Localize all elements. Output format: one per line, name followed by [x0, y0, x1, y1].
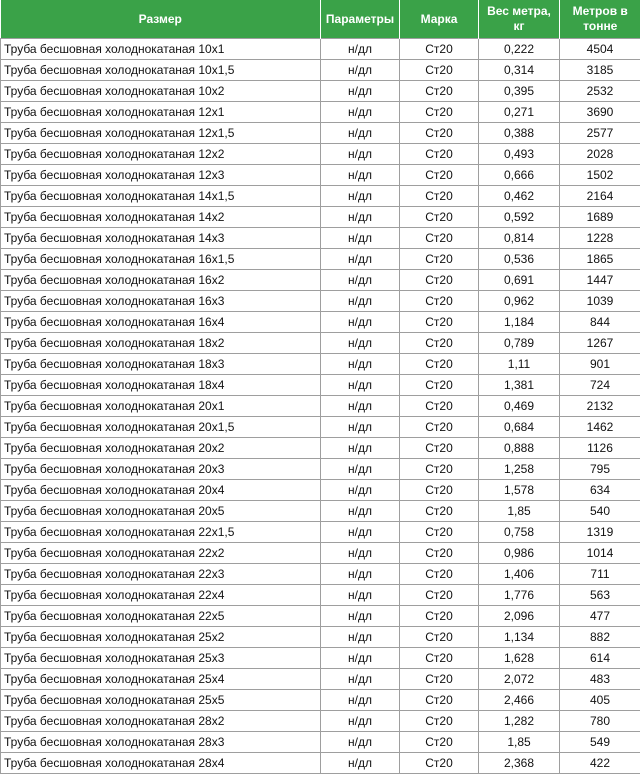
cell-params: н/дл [321, 522, 400, 543]
cell-meters: 477 [560, 606, 640, 627]
cell-weight: 0,314 [479, 60, 560, 81]
cell-grade: Ст20 [400, 522, 479, 543]
cell-grade: Ст20 [400, 354, 479, 375]
cell-size: Труба бесшовная холоднокатаная 22х1,5 [1, 522, 321, 543]
cell-params: н/дл [321, 438, 400, 459]
cell-weight: 0,469 [479, 396, 560, 417]
table-header [1, 0, 640, 39]
table-row [1, 291, 640, 312]
cell-grade: Ст20 [400, 438, 479, 459]
cell-params: н/дл [321, 207, 400, 228]
cell-weight: 1,184 [479, 312, 560, 333]
table-row [1, 312, 640, 333]
cell-size: Труба бесшовная холоднокатаная 20х1,5 [1, 417, 321, 438]
cell-weight: 1,85 [479, 501, 560, 522]
cell-grade: Ст20 [400, 270, 479, 291]
cell-meters: 614 [560, 648, 640, 669]
table-row [1, 585, 640, 606]
cell-meters: 1447 [560, 270, 640, 291]
cell-params: н/дл [321, 606, 400, 627]
cell-params: н/дл [321, 459, 400, 480]
cell-size: Труба бесшовная холоднокатаная 25х5 [1, 690, 321, 711]
cell-params: н/дл [321, 144, 400, 165]
table-row [1, 522, 640, 543]
cell-weight: 1,258 [479, 459, 560, 480]
cell-params: н/дл [321, 753, 400, 774]
cell-grade: Ст20 [400, 39, 479, 60]
cell-size: Труба бесшовная холоднокатаная 18х3 [1, 354, 321, 375]
cell-size: Труба бесшовная холоднокатаная 28х2 [1, 711, 321, 732]
cell-weight: 0,388 [479, 123, 560, 144]
cell-weight: 0,222 [479, 39, 560, 60]
header-row [1, 0, 640, 39]
cell-size: Труба бесшовная холоднокатаная 22х3 [1, 564, 321, 585]
table-row [1, 186, 640, 207]
cell-size: Труба бесшовная холоднокатаная 12х2 [1, 144, 321, 165]
cell-weight: 1,134 [479, 627, 560, 648]
table-row [1, 711, 640, 732]
table-row [1, 249, 640, 270]
cell-grade: Ст20 [400, 312, 479, 333]
cell-size: Труба бесшовная холоднокатаная 22х2 [1, 543, 321, 564]
cell-grade: Ст20 [400, 228, 479, 249]
cell-weight: 0,986 [479, 543, 560, 564]
cell-grade: Ст20 [400, 690, 479, 711]
cell-size: Труба бесшовная холоднокатаная 25х4 [1, 669, 321, 690]
cell-meters: 2028 [560, 144, 640, 165]
cell-weight: 0,493 [479, 144, 560, 165]
column-header-weight[interactable]: Вес метра, кг [479, 0, 560, 39]
cell-size: Труба бесшовная холоднокатаная 28х4 [1, 753, 321, 774]
table-row [1, 228, 640, 249]
cell-meters: 1462 [560, 417, 640, 438]
cell-weight: 1,406 [479, 564, 560, 585]
cell-size: Труба бесшовная холоднокатаная 12х1,5 [1, 123, 321, 144]
cell-weight: 0,666 [479, 165, 560, 186]
table-row [1, 606, 640, 627]
cell-grade: Ст20 [400, 732, 479, 753]
cell-size: Труба бесшовная холоднокатаная 20х3 [1, 459, 321, 480]
table-row [1, 564, 640, 585]
cell-grade: Ст20 [400, 123, 479, 144]
cell-size: Труба бесшовная холоднокатаная 14х3 [1, 228, 321, 249]
cell-meters: 2132 [560, 396, 640, 417]
cell-grade: Ст20 [400, 165, 479, 186]
cell-weight: 2,072 [479, 669, 560, 690]
cell-params: н/дл [321, 669, 400, 690]
cell-params: н/дл [321, 228, 400, 249]
cell-meters: 1319 [560, 522, 640, 543]
cell-size: Труба бесшовная холоднокатаная 20х1 [1, 396, 321, 417]
cell-size: Труба бесшовная холоднокатаная 20х4 [1, 480, 321, 501]
cell-meters: 1126 [560, 438, 640, 459]
column-header-size[interactable]: Размер [1, 0, 321, 39]
cell-grade: Ст20 [400, 585, 479, 606]
cell-grade: Ст20 [400, 60, 479, 81]
cell-weight: 1,628 [479, 648, 560, 669]
cell-size: Труба бесшовная холоднокатаная 12х1 [1, 102, 321, 123]
table-row [1, 375, 640, 396]
cell-grade: Ст20 [400, 543, 479, 564]
cell-size: Труба бесшовная холоднокатаная 22х5 [1, 606, 321, 627]
cell-meters: 901 [560, 354, 640, 375]
cell-meters: 2164 [560, 186, 640, 207]
cell-meters: 2577 [560, 123, 640, 144]
cell-meters: 1267 [560, 333, 640, 354]
cell-size: Труба бесшовная холоднокатаная 18х4 [1, 375, 321, 396]
cell-size: Труба бесшовная холоднокатаная 20х5 [1, 501, 321, 522]
cell-grade: Ст20 [400, 459, 479, 480]
table-row [1, 60, 640, 81]
cell-params: н/дл [321, 564, 400, 585]
table-body [1, 39, 640, 774]
cell-weight: 0,462 [479, 186, 560, 207]
cell-size: Труба бесшовная холоднокатаная 10х1,5 [1, 60, 321, 81]
cell-params: н/дл [321, 417, 400, 438]
cell-params: н/дл [321, 480, 400, 501]
cell-meters: 3185 [560, 60, 640, 81]
cell-size: Труба бесшовная холоднокатаная 10х2 [1, 81, 321, 102]
table-row [1, 627, 640, 648]
cell-meters: 882 [560, 627, 640, 648]
column-header-grade[interactable]: Марка [400, 0, 479, 39]
cell-meters: 711 [560, 564, 640, 585]
column-header-meters[interactable]: Метров в тонне [560, 0, 640, 39]
table-row [1, 438, 640, 459]
cell-params: н/дл [321, 585, 400, 606]
cell-meters: 780 [560, 711, 640, 732]
cell-grade: Ст20 [400, 186, 479, 207]
cell-weight: 0,962 [479, 291, 560, 312]
cell-size: Труба бесшовная холоднокатаная 28х3 [1, 732, 321, 753]
cell-meters: 549 [560, 732, 640, 753]
cell-meters: 422 [560, 753, 640, 774]
column-header-params[interactable]: Параметры [321, 0, 400, 39]
cell-weight: 0,536 [479, 249, 560, 270]
cell-params: н/дл [321, 501, 400, 522]
cell-grade: Ст20 [400, 627, 479, 648]
cell-meters: 1865 [560, 249, 640, 270]
cell-size: Труба бесшовная холоднокатаная 25х3 [1, 648, 321, 669]
cell-meters: 540 [560, 501, 640, 522]
cell-grade: Ст20 [400, 564, 479, 585]
table-row [1, 270, 640, 291]
cell-grade: Ст20 [400, 249, 479, 270]
cell-size: Труба бесшовная холоднокатаная 14х1,5 [1, 186, 321, 207]
cell-weight: 0,395 [479, 81, 560, 102]
cell-size: Труба бесшовная холоднокатаная 10х1 [1, 39, 321, 60]
cell-params: н/дл [321, 543, 400, 564]
table-row [1, 102, 640, 123]
cell-meters: 4504 [560, 39, 640, 60]
cell-grade: Ст20 [400, 144, 479, 165]
cell-weight: 0,789 [479, 333, 560, 354]
cell-weight: 1,776 [479, 585, 560, 606]
cell-params: н/дл [321, 690, 400, 711]
cell-params: н/дл [321, 81, 400, 102]
table-row [1, 123, 640, 144]
cell-params: н/дл [321, 333, 400, 354]
cell-params: н/дл [321, 165, 400, 186]
cell-weight: 1,381 [479, 375, 560, 396]
cell-size: Труба бесшовная холоднокатаная 16х3 [1, 291, 321, 312]
cell-meters: 1689 [560, 207, 640, 228]
cell-meters: 844 [560, 312, 640, 333]
cell-weight: 0,814 [479, 228, 560, 249]
cell-params: н/дл [321, 39, 400, 60]
cell-size: Труба бесшовная холоднокатаная 16х1,5 [1, 249, 321, 270]
table-row [1, 396, 640, 417]
cell-grade: Ст20 [400, 501, 479, 522]
cell-params: н/дл [321, 312, 400, 333]
cell-meters: 795 [560, 459, 640, 480]
cell-params: н/дл [321, 627, 400, 648]
cell-weight: 1,85 [479, 732, 560, 753]
cell-grade: Ст20 [400, 711, 479, 732]
cell-meters: 1014 [560, 543, 640, 564]
table-row [1, 480, 640, 501]
cell-weight: 1,282 [479, 711, 560, 732]
cell-meters: 483 [560, 669, 640, 690]
cell-meters: 1228 [560, 228, 640, 249]
cell-params: н/дл [321, 186, 400, 207]
cell-grade: Ст20 [400, 375, 479, 396]
cell-size: Труба бесшовная холоднокатаная 18х2 [1, 333, 321, 354]
table-row [1, 501, 640, 522]
cell-weight: 0,691 [479, 270, 560, 291]
cell-weight: 2,368 [479, 753, 560, 774]
cell-size: Труба бесшовная холоднокатаная 20х2 [1, 438, 321, 459]
table-row [1, 417, 640, 438]
cell-grade: Ст20 [400, 480, 479, 501]
table-row [1, 39, 640, 60]
cell-weight: 1,11 [479, 354, 560, 375]
cell-params: н/дл [321, 123, 400, 144]
cell-meters: 2532 [560, 81, 640, 102]
cell-weight: 0,684 [479, 417, 560, 438]
table-row [1, 81, 640, 102]
table-row [1, 669, 640, 690]
table-row [1, 753, 640, 774]
cell-size: Труба бесшовная холоднокатаная 14х2 [1, 207, 321, 228]
cell-params: н/дл [321, 291, 400, 312]
cell-params: н/дл [321, 249, 400, 270]
cell-weight: 1,578 [479, 480, 560, 501]
cell-grade: Ст20 [400, 396, 479, 417]
cell-params: н/дл [321, 270, 400, 291]
cell-params: н/дл [321, 102, 400, 123]
cell-params: н/дл [321, 60, 400, 81]
cell-params: н/дл [321, 375, 400, 396]
cell-params: н/дл [321, 396, 400, 417]
cell-params: н/дл [321, 711, 400, 732]
cell-params: н/дл [321, 732, 400, 753]
table-row [1, 732, 640, 753]
table-row [1, 459, 640, 480]
table-row [1, 690, 640, 711]
cell-weight: 0,592 [479, 207, 560, 228]
cell-grade: Ст20 [400, 417, 479, 438]
cell-grade: Ст20 [400, 291, 479, 312]
cell-meters: 1502 [560, 165, 640, 186]
cell-grade: Ст20 [400, 648, 479, 669]
cell-params: н/дл [321, 354, 400, 375]
cell-grade: Ст20 [400, 753, 479, 774]
table-row [1, 207, 640, 228]
cell-size: Труба бесшовная холоднокатаная 16х4 [1, 312, 321, 333]
cell-grade: Ст20 [400, 606, 479, 627]
cell-weight: 0,758 [479, 522, 560, 543]
cell-size: Труба бесшовная холоднокатаная 22х4 [1, 585, 321, 606]
cell-grade: Ст20 [400, 333, 479, 354]
cell-weight: 2,466 [479, 690, 560, 711]
cell-size: Труба бесшовная холоднокатаная 25х2 [1, 627, 321, 648]
cell-meters: 1039 [560, 291, 640, 312]
table-row [1, 354, 640, 375]
cell-meters: 634 [560, 480, 640, 501]
cell-size: Труба бесшовная холоднокатаная 12х3 [1, 165, 321, 186]
cell-weight: 2,096 [479, 606, 560, 627]
table-row [1, 648, 640, 669]
cell-weight: 0,271 [479, 102, 560, 123]
table-row [1, 144, 640, 165]
table-row [1, 333, 640, 354]
cell-grade: Ст20 [400, 81, 479, 102]
cell-grade: Ст20 [400, 102, 479, 123]
table-row [1, 165, 640, 186]
cell-weight: 0,888 [479, 438, 560, 459]
cell-size: Труба бесшовная холоднокатаная 16х2 [1, 270, 321, 291]
cell-meters: 563 [560, 585, 640, 606]
cell-meters: 3690 [560, 102, 640, 123]
cell-meters: 724 [560, 375, 640, 396]
table-row [1, 543, 640, 564]
cell-params: н/дл [321, 648, 400, 669]
cell-grade: Ст20 [400, 207, 479, 228]
cell-meters: 405 [560, 690, 640, 711]
cell-grade: Ст20 [400, 669, 479, 690]
